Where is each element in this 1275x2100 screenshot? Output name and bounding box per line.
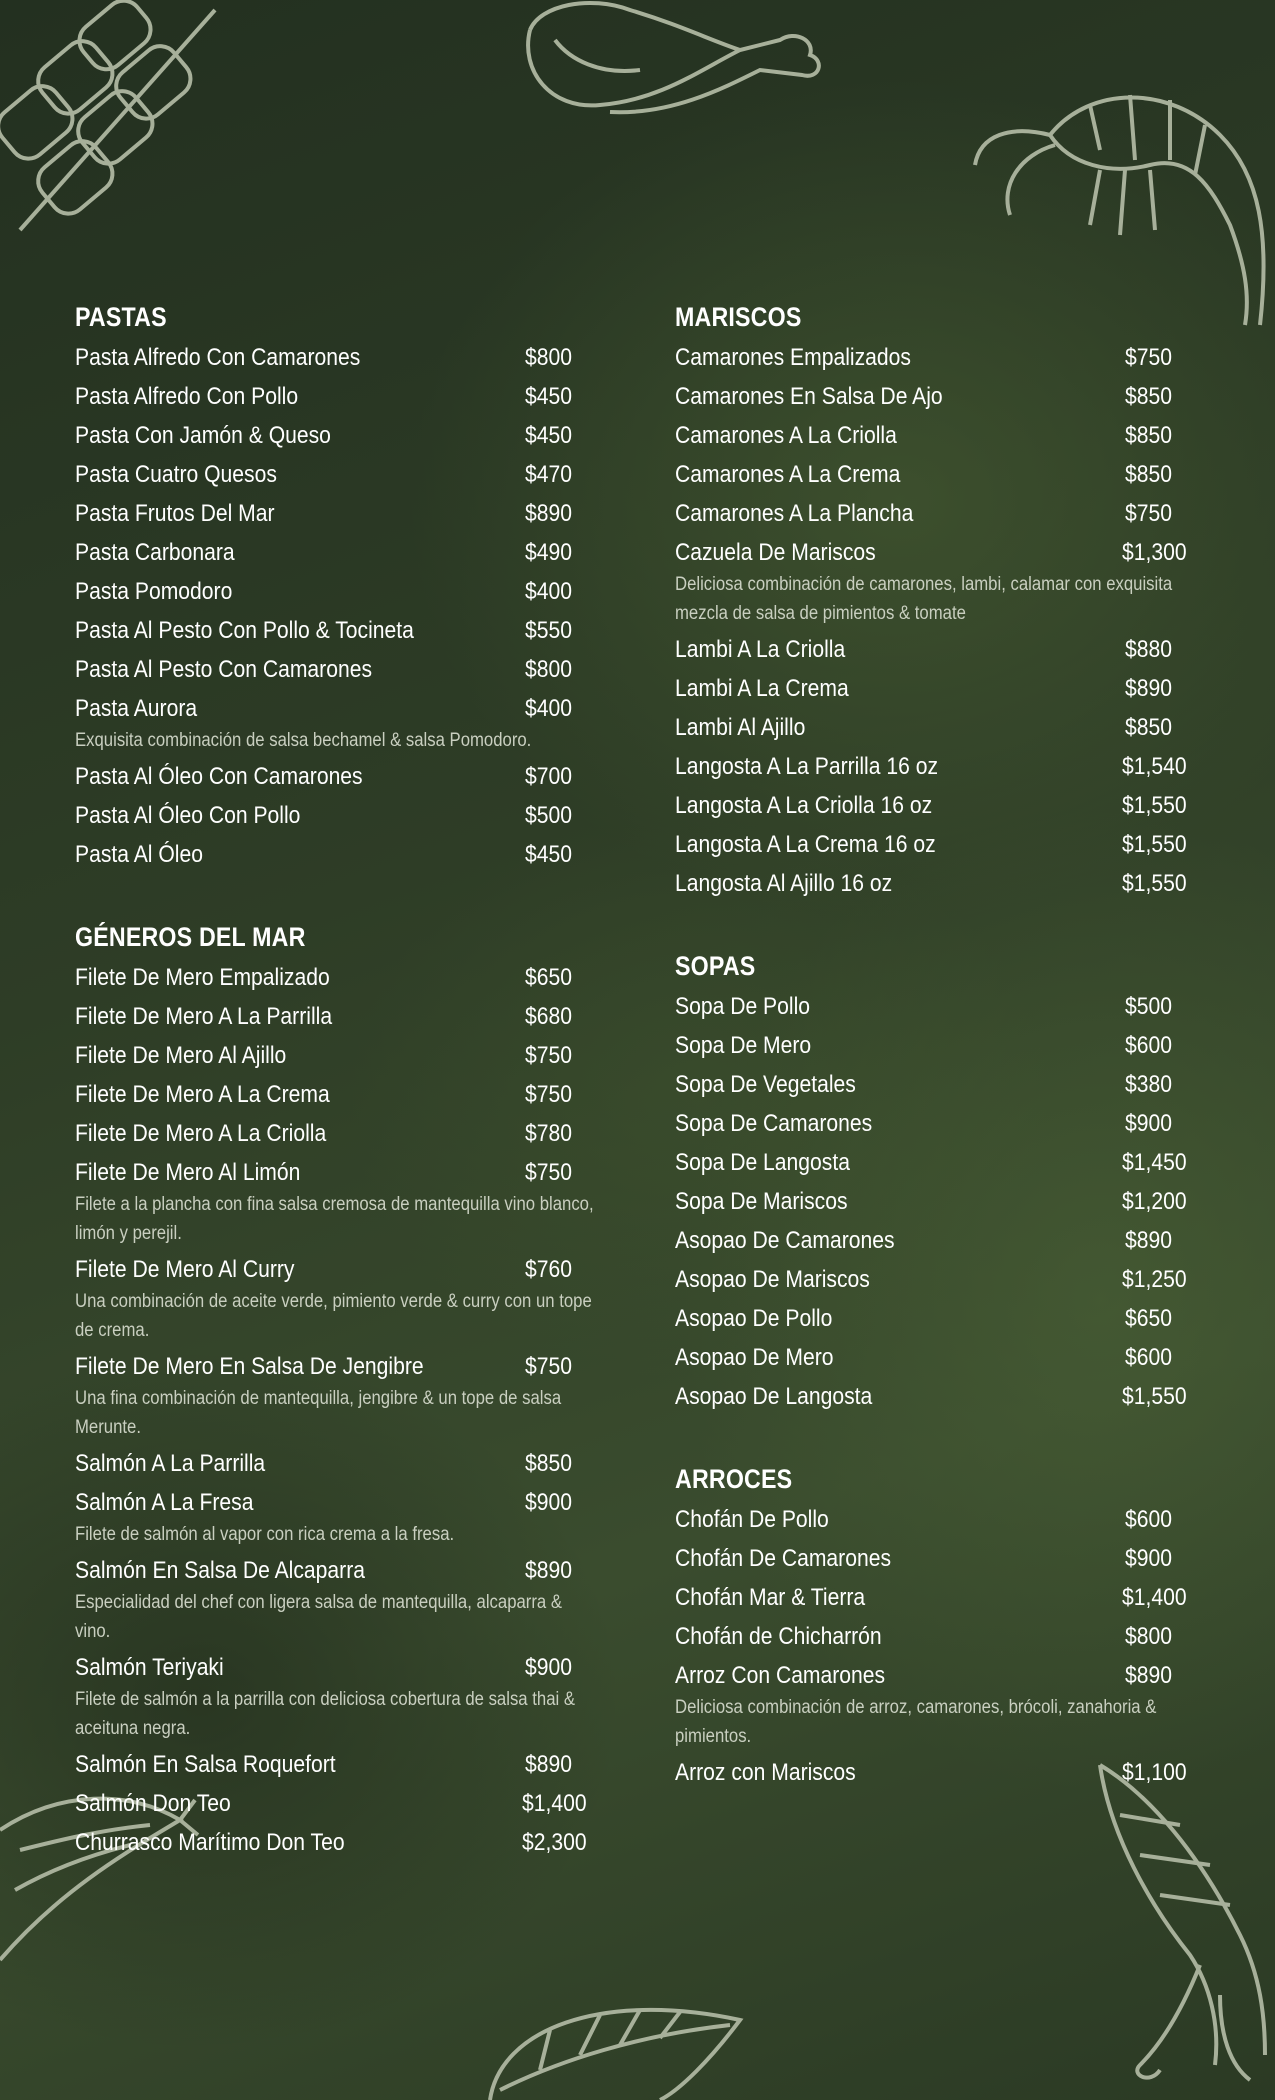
- skewer-icon: [0, 0, 230, 240]
- item-name: Arroz Con Camarones: [675, 1661, 886, 1689]
- menu-item: [75, 1075, 595, 1114]
- item-name: Asopao De Camarones: [675, 1226, 895, 1254]
- menu-item: [675, 1299, 1195, 1338]
- chicken-leg-icon: [510, 0, 830, 120]
- item-name: Pasta Aurora: [75, 694, 198, 722]
- menu-item: [75, 494, 595, 533]
- menu-item: [75, 835, 595, 874]
- item-name: Asopao De Pollo: [675, 1304, 833, 1332]
- item-name: Pasta Al Óleo Con Camarones: [75, 762, 363, 790]
- menu-item-row: [75, 997, 595, 1036]
- menu-item: [675, 494, 1195, 533]
- menu-item-row: [675, 1617, 1195, 1656]
- item-price: $750: [525, 1352, 572, 1380]
- item-price: $1,550: [1121, 791, 1187, 819]
- item-price: $750: [525, 1041, 572, 1069]
- menu-column-right: [675, 296, 1195, 1834]
- menu-item: [675, 1539, 1195, 1578]
- menu-item: [675, 1500, 1195, 1539]
- menu-item-row: [75, 650, 595, 689]
- menu-item-row: [75, 757, 595, 796]
- menu-item-row: [675, 377, 1195, 416]
- menu-item-row: [75, 1114, 595, 1153]
- menu-item-row: [675, 1753, 1195, 1792]
- item-price: $400: [525, 577, 572, 605]
- menu-item-row: [675, 630, 1195, 669]
- item-price: $1,250: [1121, 1265, 1187, 1293]
- item-name: Asopao De Mariscos: [675, 1265, 870, 1293]
- menu-item: [75, 650, 595, 689]
- item-name: Langosta A La Crema 16 oz: [675, 830, 936, 858]
- menu-item-row: [75, 1745, 595, 1784]
- item-price: $1,550: [1121, 869, 1187, 897]
- menu-item: [675, 1753, 1195, 1792]
- menu-item-row: [75, 1075, 595, 1114]
- menu-item-row: [675, 747, 1195, 786]
- item-name: Pasta Carbonara: [75, 538, 235, 566]
- item-name: Salmón En Salsa De Alcaparra: [75, 1556, 365, 1584]
- menu-item-row: [675, 1221, 1195, 1260]
- item-price: $450: [525, 840, 572, 868]
- item-description: Una combinación de aceite verde, pimiento verde & curry con un tope de crema.: [75, 1291, 592, 1341]
- section-title: MARISCOS: [675, 302, 802, 332]
- item-price: $1,100: [1121, 1758, 1187, 1786]
- section-mariscos: [675, 296, 1195, 903]
- item-price: $600: [1125, 1031, 1172, 1059]
- item-price: $490: [525, 538, 572, 566]
- menu-item-row: [675, 1299, 1195, 1338]
- item-name: Camarones A La Plancha: [675, 499, 914, 527]
- menu-item-row: [75, 1648, 595, 1687]
- item-price: $550: [525, 616, 572, 644]
- menu-item: [675, 533, 1195, 628]
- item-price: $1,400: [1121, 1583, 1187, 1611]
- item-name: Lambi A La Criolla: [675, 635, 846, 663]
- menu-item: [675, 1221, 1195, 1260]
- item-price: $1,200: [1121, 1187, 1187, 1215]
- item-name: Langosta A La Parrilla 16 oz: [675, 752, 939, 780]
- item-price: $1,550: [1121, 1382, 1187, 1410]
- item-price: $1,550: [1121, 830, 1187, 858]
- menu-item: [675, 987, 1195, 1026]
- item-name: Filete De Mero A La Parrilla: [75, 1002, 333, 1030]
- item-price: $800: [525, 343, 572, 371]
- menu-item-row: [75, 611, 595, 650]
- item-price: $850: [1125, 713, 1172, 741]
- menu-item-row: [675, 864, 1195, 903]
- item-price: $890: [525, 1750, 572, 1778]
- menu-item-row: [675, 1065, 1195, 1104]
- menu-item: [75, 1444, 595, 1483]
- menu-item-row: [675, 1377, 1195, 1416]
- menu-item-row: [75, 958, 595, 997]
- item-price: $890: [1125, 1661, 1172, 1689]
- menu-item: [75, 757, 595, 796]
- menu-item-row: [675, 416, 1195, 455]
- menu-item-row: [675, 1338, 1195, 1377]
- item-name: Sopa De Vegetales: [675, 1070, 856, 1098]
- item-price: $850: [1125, 421, 1172, 449]
- menu-item: [75, 1551, 595, 1646]
- menu-item-row: [675, 786, 1195, 825]
- item-name: Cazuela De Mariscos: [675, 538, 876, 566]
- item-description: Exquisita combinación de salsa bechamel & salsa Pomodoro.: [75, 730, 532, 751]
- item-price: $850: [525, 1449, 572, 1477]
- item-name: Chofán Mar & Tierra: [675, 1583, 866, 1611]
- menu-item: [675, 708, 1195, 747]
- menu-item: [675, 1617, 1195, 1656]
- item-name: Filete De Mero Al Ajillo: [75, 1041, 287, 1069]
- menu-item: [675, 1338, 1195, 1377]
- item-price: $900: [525, 1488, 572, 1516]
- menu-item: [75, 1483, 595, 1549]
- item-name: Filete De Mero Al Limón: [75, 1158, 301, 1186]
- menu-item: [75, 997, 595, 1036]
- menu-item-row: [75, 1784, 595, 1823]
- item-name: Sopa De Langosta: [675, 1148, 850, 1176]
- item-name: Salmón A La Parrilla: [75, 1449, 266, 1477]
- menu-item: [75, 338, 595, 377]
- menu-item-row: [675, 338, 1195, 377]
- item-price: $450: [525, 421, 572, 449]
- item-price: $880: [1125, 635, 1172, 663]
- menu-item: [75, 1823, 595, 1862]
- menu-item: [75, 1153, 595, 1248]
- item-name: Pasta Alfredo Con Camarones: [75, 343, 361, 371]
- item-price: $500: [1125, 992, 1172, 1020]
- menu-item: [675, 1578, 1195, 1617]
- item-name: Lambi A La Crema: [675, 674, 849, 702]
- menu-item: [75, 572, 595, 611]
- item-name: Lambi Al Ajillo: [675, 713, 806, 741]
- menu-item: [75, 958, 595, 997]
- menu-item-row: [675, 1143, 1195, 1182]
- menu-item: [675, 864, 1195, 903]
- item-name: Sopa De Mero: [675, 1031, 812, 1059]
- section-title: PASTAS: [75, 302, 167, 332]
- item-price: $470: [525, 460, 572, 488]
- item-name: Filete De Mero En Salsa De Jengibre: [75, 1352, 424, 1380]
- menu-item-row: [75, 416, 595, 455]
- menu-item-row: [75, 1823, 595, 1862]
- item-name: Salmón Don Teo: [75, 1789, 231, 1817]
- item-description: Deliciosa combinación de arroz, camarones, brócoli, zanahoria & pimientos.: [675, 1697, 1157, 1747]
- menu-item: [675, 377, 1195, 416]
- menu-item: [75, 1784, 595, 1823]
- menu-items: [75, 958, 595, 1862]
- menu-item: [675, 455, 1195, 494]
- item-name: Pasta Al Pesto Con Pollo & Tocineta: [75, 616, 414, 644]
- item-name: Filete De Mero Al Curry: [75, 1255, 295, 1283]
- section-title: GÉNEROS DEL MAR: [75, 922, 306, 952]
- menu-item-row: [75, 796, 595, 835]
- menu-item-row: [675, 1104, 1195, 1143]
- item-name: Salmón Teriyaki: [75, 1653, 224, 1681]
- menu-item-row: [675, 1260, 1195, 1299]
- menu-item-row: [75, 835, 595, 874]
- menu-item-row: [675, 825, 1195, 864]
- menu-item: [75, 611, 595, 650]
- item-description: Filete de salmón a la parrilla con deliciosa cobertura de salsa thai & aceituna negra.: [75, 1689, 576, 1739]
- menu-item-row: [75, 1153, 595, 1192]
- menu-item: [675, 1377, 1195, 1416]
- menu-item: [75, 455, 595, 494]
- menu-item-row: [75, 689, 595, 728]
- menu-item-row: [75, 338, 595, 377]
- menu-item-row: [75, 572, 595, 611]
- item-description: Deliciosa combinación de camarones, lambi, calamar con exquisita mezcla de salsa de pimientos & tomate: [675, 574, 1173, 624]
- item-name: Pasta Al Óleo: [75, 840, 203, 868]
- item-price: $500: [525, 801, 572, 829]
- menu-item: [675, 1065, 1195, 1104]
- menu-item: [675, 1104, 1195, 1143]
- item-price: $750: [1125, 499, 1172, 527]
- menu-item: [75, 1114, 595, 1153]
- item-name: Pasta Alfredo Con Pollo: [75, 382, 299, 410]
- menu-item: [75, 416, 595, 455]
- item-price: $780: [525, 1119, 572, 1147]
- menu-item-row: [75, 1250, 595, 1289]
- menu-item-row: [75, 1036, 595, 1075]
- item-price: $900: [1125, 1109, 1172, 1137]
- menu-item: [675, 747, 1195, 786]
- leaf-icon: [480, 1990, 770, 2100]
- item-name: Filete De Mero A La Criolla: [75, 1119, 327, 1147]
- item-name: Sopa De Pollo: [675, 992, 811, 1020]
- item-name: Chofán De Pollo: [675, 1505, 829, 1533]
- item-name: Chofán De Camarones: [675, 1544, 892, 1572]
- menu-item: [675, 1182, 1195, 1221]
- item-name: Pasta Al Óleo Con Pollo: [75, 801, 301, 829]
- item-name: Pasta Frutos Del Mar: [75, 499, 275, 527]
- item-price: $900: [1125, 1544, 1172, 1572]
- menu-item: [75, 377, 595, 416]
- menu-item: [675, 1143, 1195, 1182]
- menu-item: [675, 630, 1195, 669]
- menu-item: [75, 1036, 595, 1075]
- menu-item: [75, 1250, 595, 1345]
- item-name: Asopao De Langosta: [675, 1382, 873, 1410]
- menu-item: [75, 533, 595, 572]
- item-price: $890: [525, 499, 572, 527]
- menu-item-row: [675, 1182, 1195, 1221]
- section-arroces: [675, 1458, 1195, 1792]
- menu-item: [675, 1260, 1195, 1299]
- menu-item-row: [75, 1347, 595, 1386]
- item-price: $380: [1125, 1070, 1172, 1098]
- menu-item: [675, 1026, 1195, 1065]
- menu-item-row: [75, 455, 595, 494]
- item-price: $650: [525, 963, 572, 991]
- item-price: $450: [525, 382, 572, 410]
- item-price: $890: [1125, 1226, 1172, 1254]
- item-price: $1,400: [521, 1789, 587, 1817]
- menu-item: [675, 338, 1195, 377]
- menu-item-row: [675, 1026, 1195, 1065]
- item-name: Pasta Cuatro Quesos: [75, 460, 277, 488]
- menu-column-left: [75, 296, 595, 1904]
- item-price: $1,450: [1121, 1148, 1187, 1176]
- item-price: $700: [525, 762, 572, 790]
- item-price: $750: [525, 1158, 572, 1186]
- item-name: Filete De Mero A La Crema: [75, 1080, 330, 1108]
- item-price: $890: [1125, 674, 1172, 702]
- item-name: Sopa De Camarones: [675, 1109, 873, 1137]
- menu-item-row: [75, 1444, 595, 1483]
- item-name: Arroz con Mariscos: [675, 1758, 856, 1786]
- item-name: Chofán de Chicharrón: [675, 1622, 882, 1650]
- menu-items: [675, 987, 1195, 1416]
- section-title: SOPAS: [675, 951, 756, 981]
- menu-item-row: [675, 708, 1195, 747]
- menu-item-row: [675, 1539, 1195, 1578]
- menu-item-row: [675, 1500, 1195, 1539]
- menu-item: [75, 1648, 595, 1743]
- menu-items: [675, 338, 1195, 903]
- item-name: Sopa De Mariscos: [675, 1187, 848, 1215]
- item-price: $400: [525, 694, 572, 722]
- menu-items: [675, 1500, 1195, 1792]
- section-sopas: [675, 945, 1195, 1416]
- item-description: Especialidad del chef con ligera salsa de mantequilla, alcaparra & vino.: [75, 1592, 563, 1642]
- menu-item: [675, 825, 1195, 864]
- item-name: Camarones A La Crema: [675, 460, 901, 488]
- menu-item: [675, 786, 1195, 825]
- item-price: $900: [525, 1653, 572, 1681]
- item-price: $2,300: [521, 1828, 587, 1856]
- item-price: $760: [525, 1255, 572, 1283]
- menu-item-row: [675, 494, 1195, 533]
- item-description: Filete de salmón al vapor con rica crema a la fresa.: [75, 1524, 455, 1545]
- item-price: $650: [1125, 1304, 1172, 1332]
- item-price: $800: [525, 655, 572, 683]
- item-price: $1,300: [1121, 538, 1187, 566]
- section-generos-del-mar: [75, 916, 595, 1862]
- item-price: $600: [1125, 1505, 1172, 1533]
- item-name: Filete De Mero Empalizado: [75, 963, 330, 991]
- menu-item-row: [675, 455, 1195, 494]
- item-name: Langosta Al Ajillo 16 oz: [675, 869, 893, 897]
- item-name: Salmón En Salsa Roquefort: [75, 1750, 336, 1778]
- item-price: $750: [1125, 343, 1172, 371]
- menu-item-row: [675, 669, 1195, 708]
- item-description: Filete a la plancha con fina salsa cremosa de mantequilla vino blanco, limón y perejil.: [75, 1194, 594, 1244]
- item-name: Camarones A La Criolla: [675, 421, 897, 449]
- item-price: $850: [1125, 382, 1172, 410]
- item-price: $890: [525, 1556, 572, 1584]
- menu-item-row: [75, 1551, 595, 1590]
- item-name: Langosta A La Criolla 16 oz: [675, 791, 933, 819]
- item-name: Churrasco Marítimo Don Teo: [75, 1828, 345, 1856]
- item-name: Asopao De Mero: [675, 1343, 834, 1371]
- menu-items: [75, 338, 595, 874]
- item-price: $600: [1125, 1343, 1172, 1371]
- section-pastas: [75, 296, 595, 874]
- item-name: Pasta Pomodoro: [75, 577, 233, 605]
- menu-item-row: [675, 533, 1195, 572]
- menu-item-row: [75, 1483, 595, 1522]
- menu-item-row: [675, 987, 1195, 1026]
- item-name: Camarones Empalizados: [675, 343, 911, 371]
- item-price: $850: [1125, 460, 1172, 488]
- menu-item: [75, 1347, 595, 1442]
- item-name: Pasta Con Jamón & Queso: [75, 421, 331, 449]
- menu-item-row: [75, 377, 595, 416]
- menu-item-row: [675, 1578, 1195, 1617]
- item-price: $680: [525, 1002, 572, 1030]
- item-price: $750: [525, 1080, 572, 1108]
- item-name: Salmón A La Fresa: [75, 1488, 254, 1516]
- menu-item: [675, 669, 1195, 708]
- menu-item: [75, 796, 595, 835]
- item-name: Camarones En Salsa De Ajo: [675, 382, 943, 410]
- menu-item-row: [75, 494, 595, 533]
- item-name: Pasta Al Pesto Con Camarones: [75, 655, 373, 683]
- menu-item: [75, 1745, 595, 1784]
- item-price: $1,540: [1121, 752, 1187, 780]
- section-title: ARROCES: [675, 1464, 793, 1494]
- menu-item: [75, 689, 595, 755]
- item-description: Una fina combinación de mantequilla, jengibre & un tope de salsa Merunte.: [75, 1388, 562, 1438]
- menu-item: [675, 416, 1195, 455]
- menu-item-row: [75, 533, 595, 572]
- menu-item: [675, 1656, 1195, 1751]
- menu-item-row: [675, 1656, 1195, 1695]
- item-price: $800: [1125, 1622, 1172, 1650]
